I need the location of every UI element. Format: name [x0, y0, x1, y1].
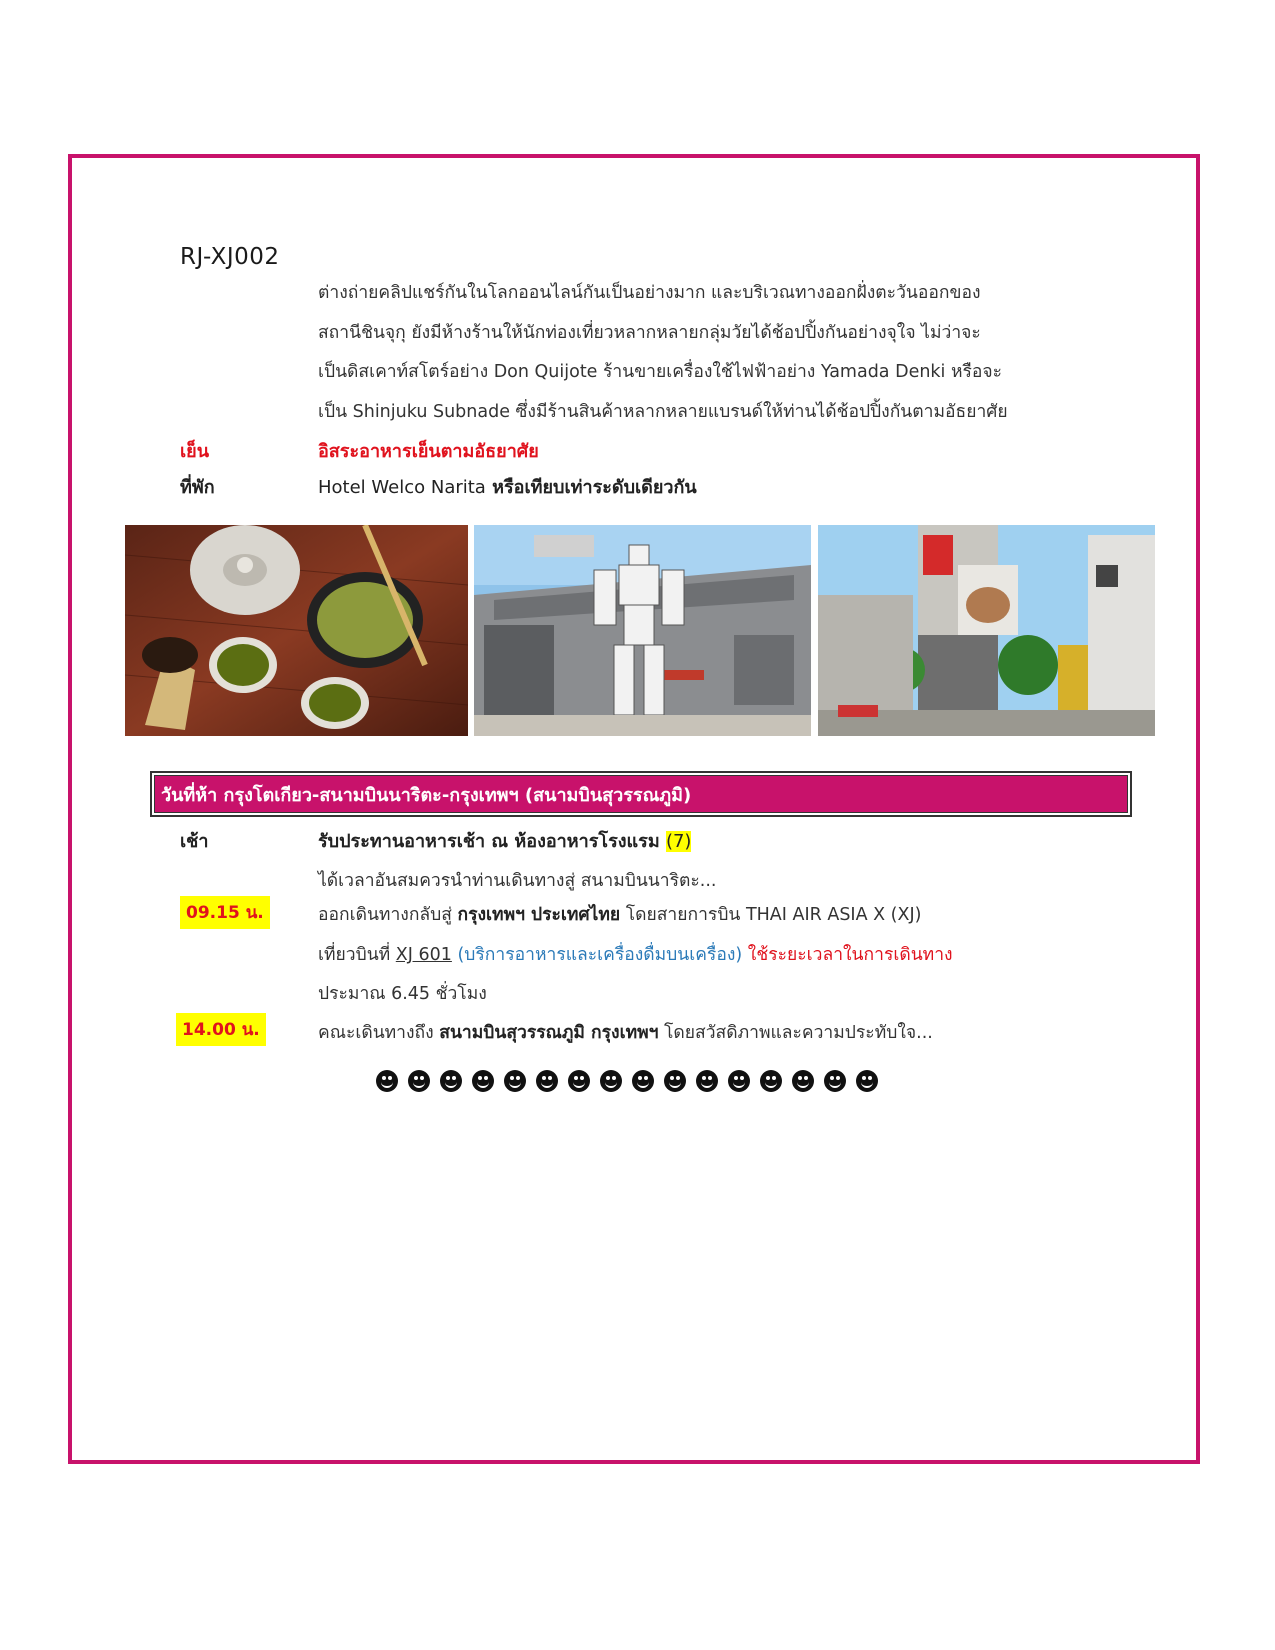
- depart-line: ได้เวลาอันสมควรนำท่านเดินทางสู่ สนามบินนาริตะ...: [318, 871, 717, 891]
- shinjuku-street-photo: [818, 525, 1155, 736]
- time-badge: 09.15 น.: [180, 896, 270, 929]
- intro-line: เป็นดิสเคาท์สโตร์อย่าง Don Quijote ร้านขายเครื่องใช้ไฟฟ้าอย่าง Yamada Denki หรือจะ: [318, 362, 1003, 382]
- smiley-row: [376, 1070, 878, 1092]
- gundam-diver-city-photo: [474, 525, 811, 736]
- intro-line: สถานีชินจุกุ ยังมีห้างร้านให้นักท่องเที่ยวหลากหลายกลุ่มวัยได้ช้อปปิ้งกันอย่างจุใจ ไม่ว่าจะ: [318, 323, 981, 343]
- smiley-icon: [504, 1070, 526, 1092]
- intro-line: ต่างถ่ายคลิปแชร์กันในโลกออนไลน์กันเป็นอย่างมาก และบริเวณทางออกฝั่งตะวันออกของ: [318, 283, 981, 303]
- smiley-icon: [568, 1070, 590, 1092]
- smiley-icon: [408, 1070, 430, 1092]
- smiley-icon: [600, 1070, 622, 1092]
- morning-text: รับประทานอาหารเช้า ณ ห้องอาหารโรงแรม: [318, 831, 666, 852]
- arrival-text-c: โดยสวัสดิภาพและความประทับใจ...: [658, 1023, 933, 1043]
- arrival-line: [318, 1018, 933, 1046]
- smiley-icon: [696, 1070, 718, 1092]
- morning-label: เช้า: [180, 831, 209, 852]
- duration-text: ใช้ระยะเวลาในการเดินทาง: [742, 945, 953, 965]
- smiley-icon: [728, 1070, 750, 1092]
- destination: กรุงเทพฯ ประเทศไทย: [457, 905, 621, 925]
- hotel-line: [318, 472, 697, 501]
- meal-number: (7): [665, 831, 692, 852]
- flight-line-2: [318, 940, 953, 968]
- smiley-icon: [536, 1070, 558, 1092]
- smiley-icon: [472, 1070, 494, 1092]
- day-title: วันที่ห้า กรุงโตเกียว-สนามบินนาริตะ-กรุงเทพฯ (สนามบินสุวรรณภูมิ): [154, 775, 1128, 813]
- arrival-text-a: คณะเดินทางถึง: [318, 1023, 440, 1043]
- smiley-icon: [440, 1070, 462, 1092]
- arrival-destination: สนามบินสุวรรณภูมิ กรุงเทพฯ: [439, 1023, 659, 1043]
- smiley-icon: [792, 1070, 814, 1092]
- morning-line: [318, 826, 691, 855]
- flight-number: XJ 601: [395, 945, 452, 965]
- airline-text: โดยสายการบิน THAI AIR ASIA X (XJ): [620, 905, 922, 925]
- hotel-name: Hotel Welco Narita: [318, 477, 486, 498]
- smiley-icon: [856, 1070, 878, 1092]
- dinner-text: อิสระอาหารเย็นตามอัธยาศัย: [318, 441, 539, 462]
- dinner-label: เย็น: [180, 441, 210, 462]
- smiley-icon: [376, 1070, 398, 1092]
- hotel-label: ที่พัก: [180, 477, 215, 498]
- day-header: [150, 771, 1132, 817]
- flight-text-a: ออกเดินทางกลับสู่: [318, 905, 458, 925]
- smiley-icon: [824, 1070, 846, 1092]
- hotel-suffix: หรือเทียบเท่าระดับเดียวกัน: [485, 477, 697, 498]
- flight-number-label: เที่ยวบินที่: [318, 945, 396, 965]
- time-badge: 14.00 น.: [176, 1013, 266, 1046]
- tour-code: RJ-XJ002: [180, 244, 280, 270]
- matcha-tea-photo: [125, 525, 468, 736]
- smiley-icon: [664, 1070, 686, 1092]
- intro-line: เป็น Shinjuku Subnade ซึ่งมีร้านสินค้าหลากหลายแบรนด์ให้ท่านได้ช้อปปิ้งกันตามอัธยาศัย: [318, 402, 1008, 422]
- smiley-icon: [760, 1070, 782, 1092]
- smiley-icon: [632, 1070, 654, 1092]
- meal-service: (บริการอาหารและเครื่องดื่มบนเครื่อง): [451, 945, 743, 965]
- duration-line: ประมาณ 6.45 ชั่วโมง: [318, 984, 487, 1004]
- flight-line-1: [318, 900, 921, 928]
